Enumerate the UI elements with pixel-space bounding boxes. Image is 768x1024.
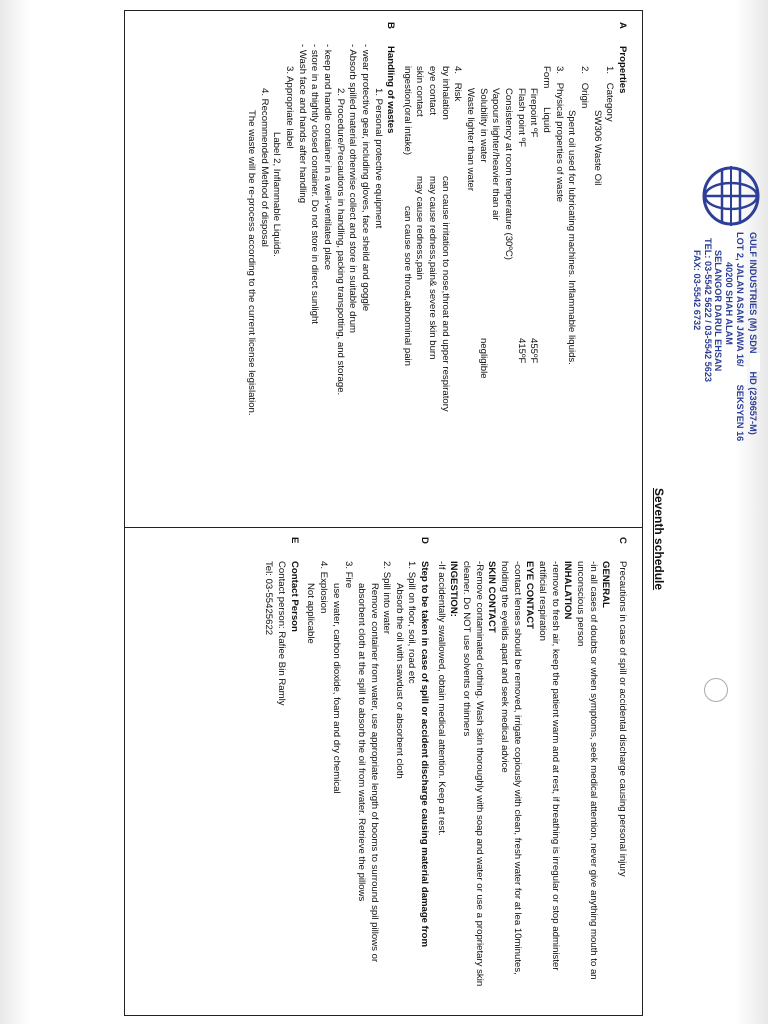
block-heading: INGESTION: [448,561,460,617]
block-text: -Remove contaminated clothing. Wash skin thoroughly with soap and water or use a proprietary skin cleaner. Do NOT use solvents or thinners [461,561,485,987]
stamp-address-1: LOT 2, JALAN ASAM JAWA 16/ [735,232,746,367]
physical-properties-list [463,22,539,517]
d-item-3: 3. Fire [343,561,355,589]
section-b-header [384,22,397,517]
contact-person: Contact person: Rafiee Bin Ramly [275,561,287,706]
punch-hole [704,678,728,702]
b-item-3: 3. Appropriate label [283,66,295,149]
stamp-company-tail: HD (239657-M) [748,371,758,435]
property-row: Firepoint ºF 455ºF [528,88,540,364]
risk-row: skin contact may cause redness,pain [414,66,426,280]
stamp-address-3: SELANGOR DARUL EHSAN [713,250,724,372]
page-title: Seventh schedule [652,488,666,591]
form-label: Form [541,66,553,89]
block-heading: SKIN CONTACT [486,561,498,633]
b-item-2-line: - keep and handle container in a well-ventilated place [321,44,333,271]
section-d-header [418,537,431,1017]
block-text: -in all cases of doubts or when symptoms, seek medical attention, never give anything mouth to an unconscious person [575,561,599,980]
b-item-2-line: - store in a thightly closed container. Do not store in direct sunlight [309,44,321,324]
section-a-header [615,22,628,517]
section-c-body [434,537,611,991]
property-row: Consistency at room temperature (30ºC) [503,88,515,260]
item-number: 4. [452,66,464,75]
section-letter: E [288,537,300,544]
a-item-2-value: Spent oil used for lubricating machines. Inflammable liquids. [566,110,578,365]
a-item-2 [577,22,590,517]
risk-row: by inhalation can cause irritation to nose,throat and upper respiratory [439,66,451,412]
b-item-2: 2. Procedure/Precautions in handling, packing transpotting, and storage. [334,88,346,396]
d-item-4-text: Not applicable [305,583,317,644]
section-heading: Handling of wastes [385,46,397,134]
item-number: 2. [579,66,591,75]
section-c-header [615,537,628,1017]
section-heading: Precautions in case of spill or accidental discharge causing personal injury [617,561,628,877]
stamp-company: GULF INDUSTRIES (M) SDN [748,232,758,354]
b-item-2-line: - Wash face and hands after handling [296,44,308,204]
section-letter: B [385,22,397,29]
right-column [262,537,628,1017]
item-label: Physical properties of waste [553,82,565,203]
a-item-1-value: SW306 Waste Oil [591,110,603,186]
a-item-4 [451,22,464,517]
section-heading: Properties [617,46,628,94]
item-number: 1. [604,66,616,75]
item-label: Origin [579,82,591,109]
b-item-4-line: The waste will be re-process according to the current license legislation. [245,110,257,416]
section-letter: C [617,537,628,544]
left-column [244,22,628,517]
stamp-address-2: 40200 SHAH ALAM [724,262,735,345]
stamp-address-1-tail: SEKSYEN 16 [735,384,746,442]
block-heading: INHALATION [562,561,574,620]
section-letter: A [617,22,628,29]
b-item-3-line: Label 2, Inflammable Liquids. [271,132,283,257]
b-item-1: 1. Personal protective equipment [372,88,384,229]
d-item-2: 2. Spill into water [381,561,393,635]
form-value: Liquid [541,107,553,133]
risk-list [400,22,451,517]
block-heading: GENERAL [600,561,612,608]
a-item-3 [552,22,565,517]
property-row: Vapours lighter/heavier than air [490,88,502,221]
contact-tel: Tel: 03-55425622 [263,561,275,636]
b-item-1-line: - wear protective gear, including gloves, face sheild and goggle [359,44,371,312]
block-text: -contact lenses should be removed, irrigate copiously with clean, fresh water for at lea 10minutes, holding the eyelids apart and seek medical advice [499,561,523,975]
form-row [539,22,552,517]
risk-row: eye contact may cause redness,pain& severe skin burn [427,66,439,360]
section-heading: Step to be taken in case of spill or accident discharge causing material damage from [419,561,431,947]
d-item-3-text: use water, carbon dioxide, foam and dry chemical [330,583,342,794]
section-d-body [304,537,418,1001]
item-label: Category [604,82,616,122]
property-row: Flash point ºF 415ºF [515,88,527,364]
d-item-2-text: Remove container from water, use appropriate length of booms to surround spil pillows or absorbent cloth at the spill to absorb the oil from water. Retrieve the pillows [355,583,380,963]
stamp-tel: TEL: 03-5542 5622 / 03-5542 5623 [702,238,713,383]
d-item-1: 1. Spill on floor, soil, road etc [406,561,418,684]
property-row: Waste lighter than water [465,88,477,192]
b-item-4: 4. Recommended Method of disposal [258,88,270,247]
block-text: -remove to fresh air, keep the patient warm and at rest, if breathing is irregular or stop administer artificial respiration [537,561,561,971]
property-row: Solubility in water negligible [477,88,489,379]
block-text: -If accidentally swallowed, obtain medical attention. Keep at rest. [435,561,447,836]
column-divider [124,527,643,528]
b-item-1-line: - Absorb spilled material otherwise collect and store in suitable drum [347,44,359,334]
d-item-4: 4. Explosion [317,561,329,614]
stamp-fax: FAX: 03-5542 6732 [691,250,702,331]
d-item-1-text: Absorb the oil with sawdust or absorbent cloth [393,583,405,779]
section-e-header [287,537,300,1017]
section-letter: D [419,537,431,544]
section-heading: Contact Person [288,561,300,632]
risk-row: ingestion(oral intake) can cause sore throat,abnominal pain [401,66,413,366]
item-number: 3. [553,66,565,75]
block-heading: EYE CONTACT [524,561,536,630]
company-logo-icon [700,164,762,228]
item-label: Risk [452,82,464,102]
a-item-1 [603,22,616,517]
company-stamp [691,232,760,441]
